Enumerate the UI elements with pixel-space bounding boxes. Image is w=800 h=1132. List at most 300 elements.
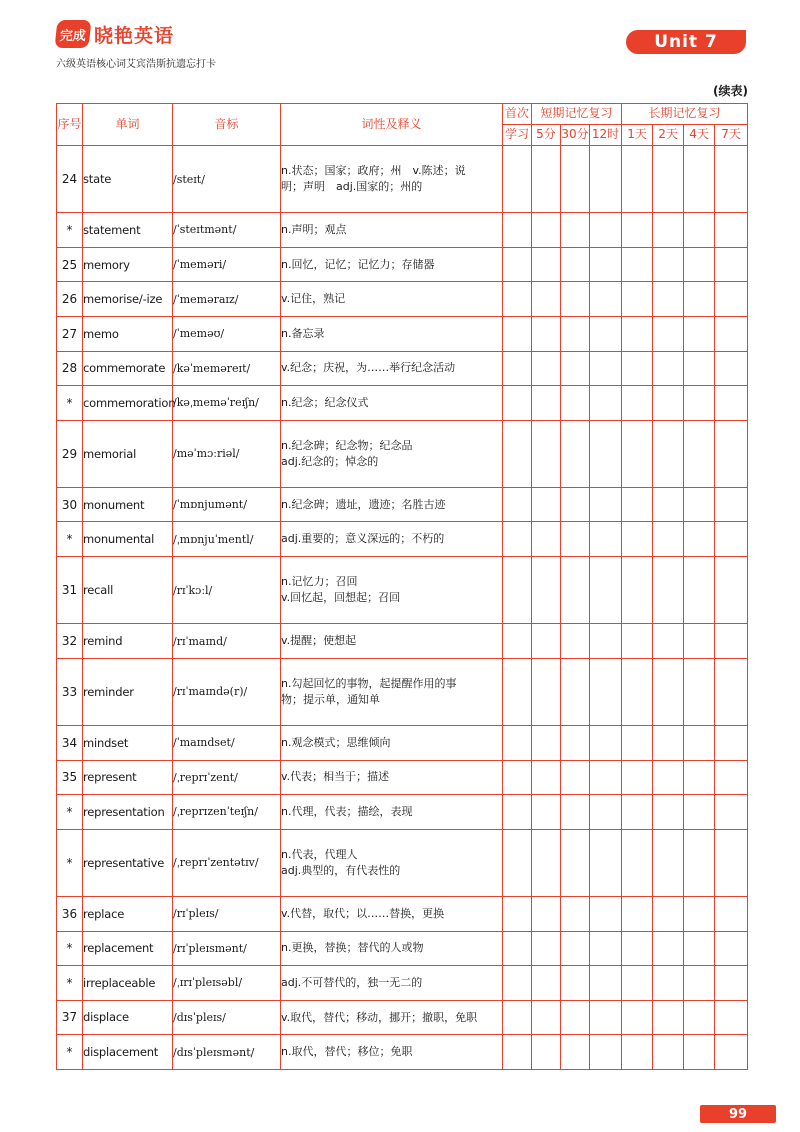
table-row [57,658,748,725]
review-checkbox[interactable] [684,557,715,624]
review-checkbox[interactable] [622,1035,653,1070]
review-checkbox[interactable] [653,658,684,725]
review-checkbox[interactable] [561,247,590,282]
definition-line: adj.典型的，有代表性的 [281,863,401,877]
review-checkbox[interactable] [622,931,653,966]
row-definition [281,351,503,386]
row-number: 30 [57,487,83,522]
row-number: 26 [57,282,83,317]
review-checkbox[interactable] [503,557,532,624]
header-short-term: 短期记忆复习 [532,104,622,125]
row-phonetic: /ˈmaɪndset/ [173,725,281,760]
review-checkbox[interactable] [622,487,653,522]
review-checkbox[interactable] [715,213,748,248]
header-interval: 2天 [653,125,684,146]
review-checkbox[interactable] [503,795,532,830]
review-checkbox[interactable] [561,282,590,317]
definition-line: n.纪念；纪念仪式 [281,395,369,409]
review-checkbox[interactable] [653,760,684,795]
review-checkbox[interactable] [653,829,684,896]
row-phonetic: /rɪˈpleɪs/ [173,896,281,931]
review-checkbox[interactable] [503,351,532,386]
table-row [57,1000,748,1035]
row-definition [281,487,503,522]
review-checkbox[interactable] [622,829,653,896]
table-row [57,1035,748,1070]
definition-line: n.回忆，记忆；记忆力；存储器 [281,257,435,271]
logo-badge-icon: 完成 [55,20,92,48]
review-checkbox[interactable] [684,725,715,760]
review-checkbox[interactable] [532,1000,561,1035]
review-checkbox[interactable] [622,386,653,421]
review-checkbox[interactable] [503,931,532,966]
review-checkbox[interactable] [561,1035,590,1070]
review-checkbox[interactable] [561,658,590,725]
row-word: representative [83,829,173,896]
row-definition [281,931,503,966]
review-checkbox[interactable] [532,386,561,421]
review-checkbox[interactable] [684,896,715,931]
row-word: commemoration [83,386,173,421]
vocabulary-table [56,103,748,1070]
review-checkbox[interactable] [653,420,684,487]
review-checkbox[interactable] [590,557,622,624]
review-checkbox[interactable] [503,247,532,282]
review-checkbox[interactable] [653,386,684,421]
review-checkbox[interactable] [532,795,561,830]
book-subtitle: 六级英语核心词艾宾浩斯抗遗忘打卡 [56,59,216,70]
review-checkbox[interactable] [684,386,715,421]
row-phonetic: /dɪsˈpleɪs/ [173,1000,281,1035]
review-checkbox[interactable] [503,487,532,522]
row-number: 31 [57,557,83,624]
review-checkbox[interactable] [561,725,590,760]
row-phonetic: /ˈsteɪtmənt/ [173,213,281,248]
row-definition [281,213,503,248]
review-checkbox[interactable] [715,658,748,725]
review-checkbox[interactable] [503,1000,532,1035]
row-definition [281,1035,503,1070]
review-checkbox[interactable] [503,1035,532,1070]
row-phonetic: /ˈmeməri/ [173,247,281,282]
definition-line: v.代表；相当于；描述 [281,770,390,784]
review-checkbox[interactable] [684,1035,715,1070]
review-checkbox[interactable] [622,896,653,931]
row-number: 29 [57,420,83,487]
row-definition [281,146,503,213]
review-checkbox[interactable] [532,487,561,522]
row-number: * [57,522,83,557]
review-checkbox[interactable] [503,386,532,421]
review-checkbox[interactable] [532,1035,561,1070]
row-definition [281,829,503,896]
review-checkbox[interactable] [590,386,622,421]
review-checkbox[interactable] [715,1035,748,1070]
row-word: memorial [83,420,173,487]
review-checkbox[interactable] [561,896,590,931]
review-checkbox[interactable] [561,760,590,795]
review-checkbox[interactable] [715,931,748,966]
review-checkbox[interactable] [532,966,561,1001]
row-number: * [57,829,83,896]
review-checkbox[interactable] [532,316,561,351]
row-word: displacement [83,1035,173,1070]
review-checkbox[interactable] [503,624,532,659]
review-checkbox[interactable] [561,146,590,213]
review-checkbox[interactable] [590,213,622,248]
review-checkbox[interactable] [653,282,684,317]
definition-line: adj.纪念的；悼念的 [281,454,379,468]
header-first-sub: 学习 [503,125,532,146]
row-word: statement [83,213,173,248]
row-word: monumental [83,522,173,557]
review-checkbox[interactable] [503,282,532,317]
review-checkbox[interactable] [715,966,748,1001]
row-definition [281,557,503,624]
review-checkbox[interactable] [684,966,715,1001]
review-checkbox[interactable] [561,1000,590,1035]
review-checkbox[interactable] [561,829,590,896]
review-checkbox[interactable] [532,725,561,760]
review-checkbox[interactable] [561,351,590,386]
row-number: 37 [57,1000,83,1035]
review-checkbox[interactable] [561,420,590,487]
row-definition [281,624,503,659]
review-checkbox[interactable] [532,522,561,557]
header-interval: 4天 [684,125,715,146]
table-row [57,760,748,795]
review-checkbox[interactable] [503,966,532,1001]
review-checkbox[interactable] [590,351,622,386]
review-checkbox[interactable] [532,896,561,931]
review-checkbox[interactable] [653,624,684,659]
review-checkbox[interactable] [503,896,532,931]
review-checkbox[interactable] [590,658,622,725]
review-checkbox[interactable] [653,522,684,557]
row-number: 35 [57,760,83,795]
definition-line: n.记忆力；召回 [281,575,358,589]
review-checkbox[interactable] [622,725,653,760]
review-checkbox[interactable] [532,557,561,624]
review-checkbox[interactable] [653,1000,684,1035]
review-checkbox[interactable] [684,1000,715,1035]
definition-line: adj.不可替代的，独一无二的 [281,975,423,989]
review-checkbox[interactable] [561,966,590,1001]
review-checkbox[interactable] [653,316,684,351]
row-definition [281,896,503,931]
review-checkbox[interactable] [532,931,561,966]
row-number: 28 [57,351,83,386]
definition-line: n.代表，代理人 [281,847,358,861]
review-checkbox[interactable] [684,795,715,830]
review-checkbox[interactable] [715,795,748,830]
row-phonetic: /kəˌmeməˈreɪʃn/ [173,386,281,421]
review-checkbox[interactable] [561,795,590,830]
header-interval: 5分 [532,125,561,146]
table-row [57,795,748,830]
page-number: 99 [700,1105,776,1123]
header-definition: 词性及释义 [281,104,503,146]
review-checkbox[interactable] [532,213,561,248]
table-row [57,386,748,421]
review-checkbox[interactable] [532,282,561,317]
definition-line: 物；提示单，通知单 [281,692,380,706]
row-word: representation [83,795,173,830]
row-phonetic: /rɪˈmaɪndə(r)/ [173,658,281,725]
review-checkbox[interactable] [622,522,653,557]
row-phonetic: /rɪˈkɔːl/ [173,557,281,624]
review-checkbox[interactable] [684,351,715,386]
row-number: * [57,213,83,248]
review-checkbox[interactable] [684,760,715,795]
definition-line: n.纪念碑；纪念物；纪念品 [281,438,413,452]
review-checkbox[interactable] [715,386,748,421]
table-row [57,725,748,760]
row-number: 24 [57,146,83,213]
review-checkbox[interactable] [590,896,622,931]
table-row [57,213,748,248]
row-word: memory [83,247,173,282]
review-checkbox[interactable] [715,316,748,351]
row-definition [281,316,503,351]
row-word: commemorate [83,351,173,386]
review-checkbox[interactable] [684,829,715,896]
row-word: displace [83,1000,173,1035]
definition-line: v.回忆起，回想起；召回 [281,591,401,605]
review-checkbox[interactable] [684,522,715,557]
review-checkbox[interactable] [532,351,561,386]
review-checkbox[interactable] [561,386,590,421]
row-number: 27 [57,316,83,351]
review-checkbox[interactable] [684,146,715,213]
review-checkbox[interactable] [684,316,715,351]
table-row [57,931,748,966]
review-checkbox[interactable] [715,1000,748,1035]
review-checkbox[interactable] [590,282,622,317]
review-checkbox[interactable] [653,1035,684,1070]
review-checkbox[interactable] [590,725,622,760]
review-checkbox[interactable] [715,760,748,795]
review-checkbox[interactable] [590,624,622,659]
definition-line: adj.重要的；意义深远的；不朽的 [281,532,445,546]
review-checkbox[interactable] [653,146,684,213]
review-checkbox[interactable] [532,247,561,282]
row-definition [281,386,503,421]
table-row [57,146,748,213]
review-checkbox[interactable] [684,658,715,725]
review-checkbox[interactable] [590,1000,622,1035]
review-checkbox[interactable] [590,247,622,282]
review-checkbox[interactable] [653,725,684,760]
review-checkbox[interactable] [715,522,748,557]
review-checkbox[interactable] [590,522,622,557]
row-definition [281,658,503,725]
review-checkbox[interactable] [590,829,622,896]
review-checkbox[interactable] [684,487,715,522]
row-word: replacement [83,931,173,966]
review-checkbox[interactable] [622,213,653,248]
row-phonetic: /ˈmeməʊ/ [173,316,281,351]
review-checkbox[interactable] [653,351,684,386]
review-checkbox[interactable] [503,420,532,487]
row-phonetic: /ˌreprɪˈzentətɪv/ [173,829,281,896]
review-checkbox[interactable] [532,624,561,659]
row-definition [281,760,503,795]
review-checkbox[interactable] [715,282,748,317]
row-number: * [57,386,83,421]
review-checkbox[interactable] [561,316,590,351]
row-word: monument [83,487,173,522]
row-phonetic: /ˌreprɪzenˈteɪʃn/ [173,795,281,830]
row-definition [281,247,503,282]
row-word: replace [83,896,173,931]
review-checkbox[interactable] [532,829,561,896]
row-number: 34 [57,725,83,760]
review-checkbox[interactable] [653,557,684,624]
row-phonetic: /ˌmɒnjuˈmentl/ [173,522,281,557]
review-checkbox[interactable] [684,624,715,659]
review-checkbox[interactable] [622,247,653,282]
header-interval: 1天 [622,125,653,146]
review-checkbox[interactable] [684,247,715,282]
row-number: * [57,795,83,830]
review-checkbox[interactable] [715,146,748,213]
review-checkbox[interactable] [561,522,590,557]
row-number: 25 [57,247,83,282]
review-checkbox[interactable] [622,282,653,317]
review-checkbox[interactable] [653,213,684,248]
review-checkbox[interactable] [715,487,748,522]
review-checkbox[interactable] [532,760,561,795]
row-word: irreplaceable [83,966,173,1001]
header-word: 单词 [83,104,173,146]
review-checkbox[interactable] [503,522,532,557]
review-checkbox[interactable] [532,658,561,725]
row-word: state [83,146,173,213]
review-checkbox[interactable] [715,725,748,760]
definition-line: v.纪念；庆祝，为……举行纪念活动 [281,361,456,375]
review-checkbox[interactable] [715,351,748,386]
review-checkbox[interactable] [622,351,653,386]
row-definition [281,420,503,487]
review-checkbox[interactable] [532,420,561,487]
review-checkbox[interactable] [622,557,653,624]
definition-line: n.声明；观点 [281,222,347,236]
review-checkbox[interactable] [622,420,653,487]
review-checkbox[interactable] [590,1035,622,1070]
review-checkbox[interactable] [561,931,590,966]
review-checkbox[interactable] [653,795,684,830]
review-checkbox[interactable] [561,624,590,659]
definition-line: n.代理，代表；描绘，表现 [281,804,413,818]
review-checkbox[interactable] [503,213,532,248]
review-checkbox[interactable] [622,658,653,725]
row-word: memorise/-ize [83,282,173,317]
table-row [57,624,748,659]
review-checkbox[interactable] [684,931,715,966]
row-phonetic: /steɪt/ [173,146,281,213]
review-checkbox[interactable] [715,829,748,896]
review-checkbox[interactable] [590,931,622,966]
review-checkbox[interactable] [532,146,561,213]
review-checkbox[interactable] [590,420,622,487]
review-checkbox[interactable] [622,966,653,1001]
row-number: * [57,966,83,1001]
review-checkbox[interactable] [503,829,532,896]
review-checkbox[interactable] [561,213,590,248]
review-checkbox[interactable] [503,760,532,795]
header-interval: 30分 [561,125,590,146]
review-checkbox[interactable] [715,624,748,659]
review-checkbox[interactable] [653,931,684,966]
header-no: 序号 [57,104,83,146]
review-checkbox[interactable] [715,896,748,931]
row-phonetic: /rɪˈpleɪsmənt/ [173,931,281,966]
review-checkbox[interactable] [622,795,653,830]
review-checkbox[interactable] [715,247,748,282]
brand-name: 晓艳英语 [94,24,175,47]
review-checkbox[interactable] [684,213,715,248]
review-checkbox[interactable] [653,966,684,1001]
row-word: mindset [83,725,173,760]
review-checkbox[interactable] [622,146,653,213]
review-checkbox[interactable] [590,316,622,351]
review-checkbox[interactable] [503,658,532,725]
review-checkbox[interactable] [590,966,622,1001]
review-checkbox[interactable] [622,316,653,351]
review-checkbox[interactable] [503,316,532,351]
table-row [57,487,748,522]
review-checkbox[interactable] [503,146,532,213]
row-phonetic: /ˌreprɪˈzent/ [173,760,281,795]
review-checkbox[interactable] [503,725,532,760]
table-row [57,351,748,386]
review-checkbox[interactable] [653,247,684,282]
review-checkbox[interactable] [653,896,684,931]
row-number: * [57,931,83,966]
review-checkbox[interactable] [561,487,590,522]
row-phonetic: /ˈmɒnjumənt/ [173,487,281,522]
definition-line: v.记住，熟记 [281,292,346,306]
review-checkbox[interactable] [590,760,622,795]
review-checkbox[interactable] [590,487,622,522]
review-checkbox[interactable] [715,420,748,487]
table-row [57,247,748,282]
table-row [57,316,748,351]
definition-line: n.纪念碑；遗址，遗迹；名胜古迹 [281,497,446,511]
review-checkbox[interactable] [622,624,653,659]
unit-tab: Unit 7 [626,30,746,54]
table-row [57,829,748,896]
review-checkbox[interactable] [590,146,622,213]
header-interval: 7天 [715,125,748,146]
row-number: 36 [57,896,83,931]
row-number: * [57,1035,83,1070]
row-number: 32 [57,624,83,659]
review-checkbox[interactable] [622,1000,653,1035]
row-phonetic: /ˌɪrɪˈpleɪsəbl/ [173,966,281,1001]
vocabulary-rows [57,146,748,1070]
review-checkbox[interactable] [590,795,622,830]
review-checkbox[interactable] [715,557,748,624]
continued-label: (续表) [713,84,748,98]
review-checkbox[interactable] [622,760,653,795]
review-checkbox[interactable] [561,557,590,624]
row-word: remind [83,624,173,659]
review-checkbox[interactable] [653,487,684,522]
review-checkbox[interactable] [684,420,715,487]
review-checkbox[interactable] [684,282,715,317]
